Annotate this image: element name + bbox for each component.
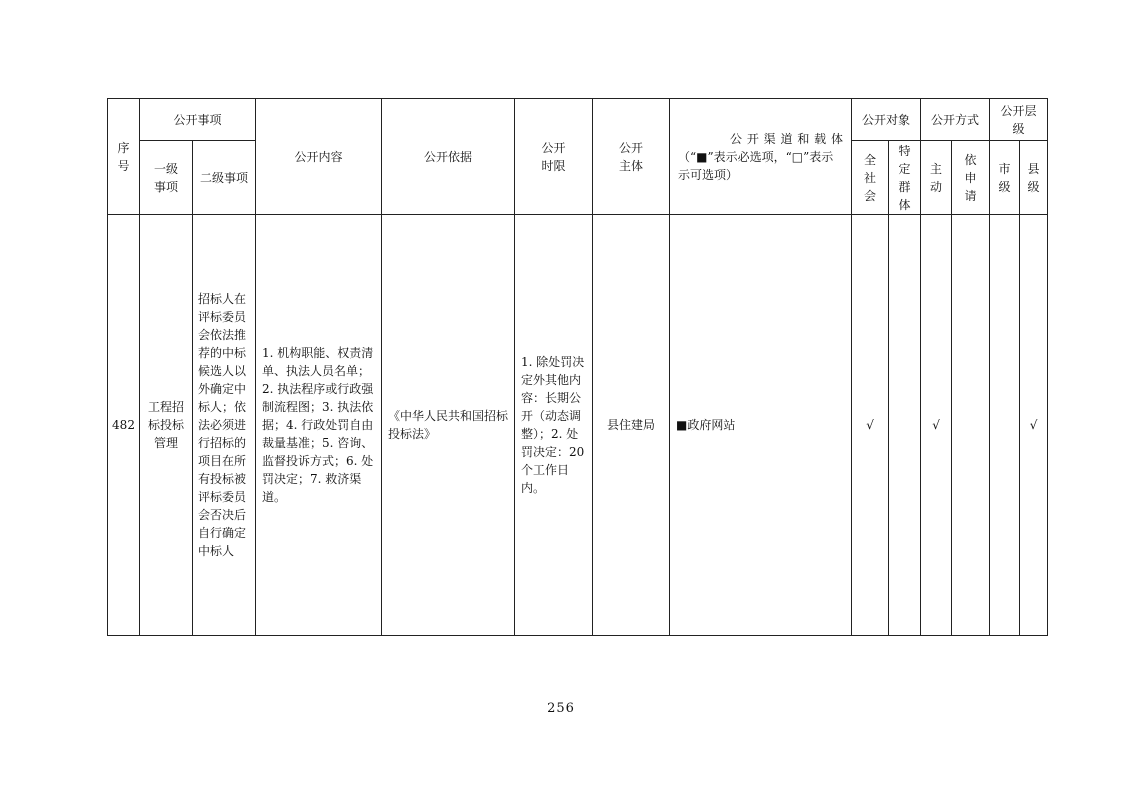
header-row-1 [108,99,1048,141]
header-subject: 公开主体 [593,99,670,215]
header-level-county: 县级 [1020,141,1048,215]
row-method-active-check: √ [921,215,952,636]
row-level-city-check [990,215,1020,636]
header-time-limit: 公开时限 [515,99,593,215]
row-object-specific-check [889,215,921,636]
header-method-active: 主动 [921,141,952,215]
header-matters: 公开事项 [140,99,256,141]
page-number: 256 [547,701,575,716]
header-content: 公开内容 [256,99,382,215]
row-method-request-check [952,215,990,636]
header-method-request: 依申请 [952,141,990,215]
header-seq: 序号 [108,99,140,215]
header-basis: 公开依据 [382,99,515,215]
row-level-county-check: √ [1020,215,1048,636]
row-level1: 工程招标投标管理 [140,215,193,636]
header-object-specific: 特定群体 [889,141,921,215]
header-level: 公开层级 [990,99,1048,141]
header-channels: 公开渠道和载体 （“■”表示必选项，“□”表示 示可选项） [670,99,852,215]
row-level2: 招标人在评标委员会依法推荐的中标候选人以外确定中标人；依法必须进行招标的项目在所有投标被评标委员会否决后自行确定中标人 [193,215,256,636]
header-level-city: 市级 [990,141,1020,215]
row-subject: 县住建局 [593,215,670,636]
row-object-all-check: √ [852,215,889,636]
header-level1: 一级事项 [140,141,193,215]
row-basis: 《中华人民共和国招标投标法》 [382,215,515,636]
header-object: 公开对象 [852,99,921,141]
header-method: 公开方式 [921,99,990,141]
header-object-all: 全社会 [852,141,889,215]
row-content: 1. 机构职能、权责清单、执法人员名单；2. 执法程序或行政强制流程图；3. 执法依据；4. 行政处罚自由裁量基准；5. 咨询、监督投诉方式；6. 处罚决定；7. 救济渠道。 [256,215,382,636]
table-row [108,215,1048,636]
header-level2: 二级事项 [193,141,256,215]
row-seq: 482 [108,215,140,636]
row-channel: ■政府网站 [670,215,852,636]
disclosure-table [107,98,1048,636]
row-time-limit: 1. 除处罚决定外其他内容：长期公开（动态调整）；2. 处罚决定：20个工作日内。 [515,215,593,636]
